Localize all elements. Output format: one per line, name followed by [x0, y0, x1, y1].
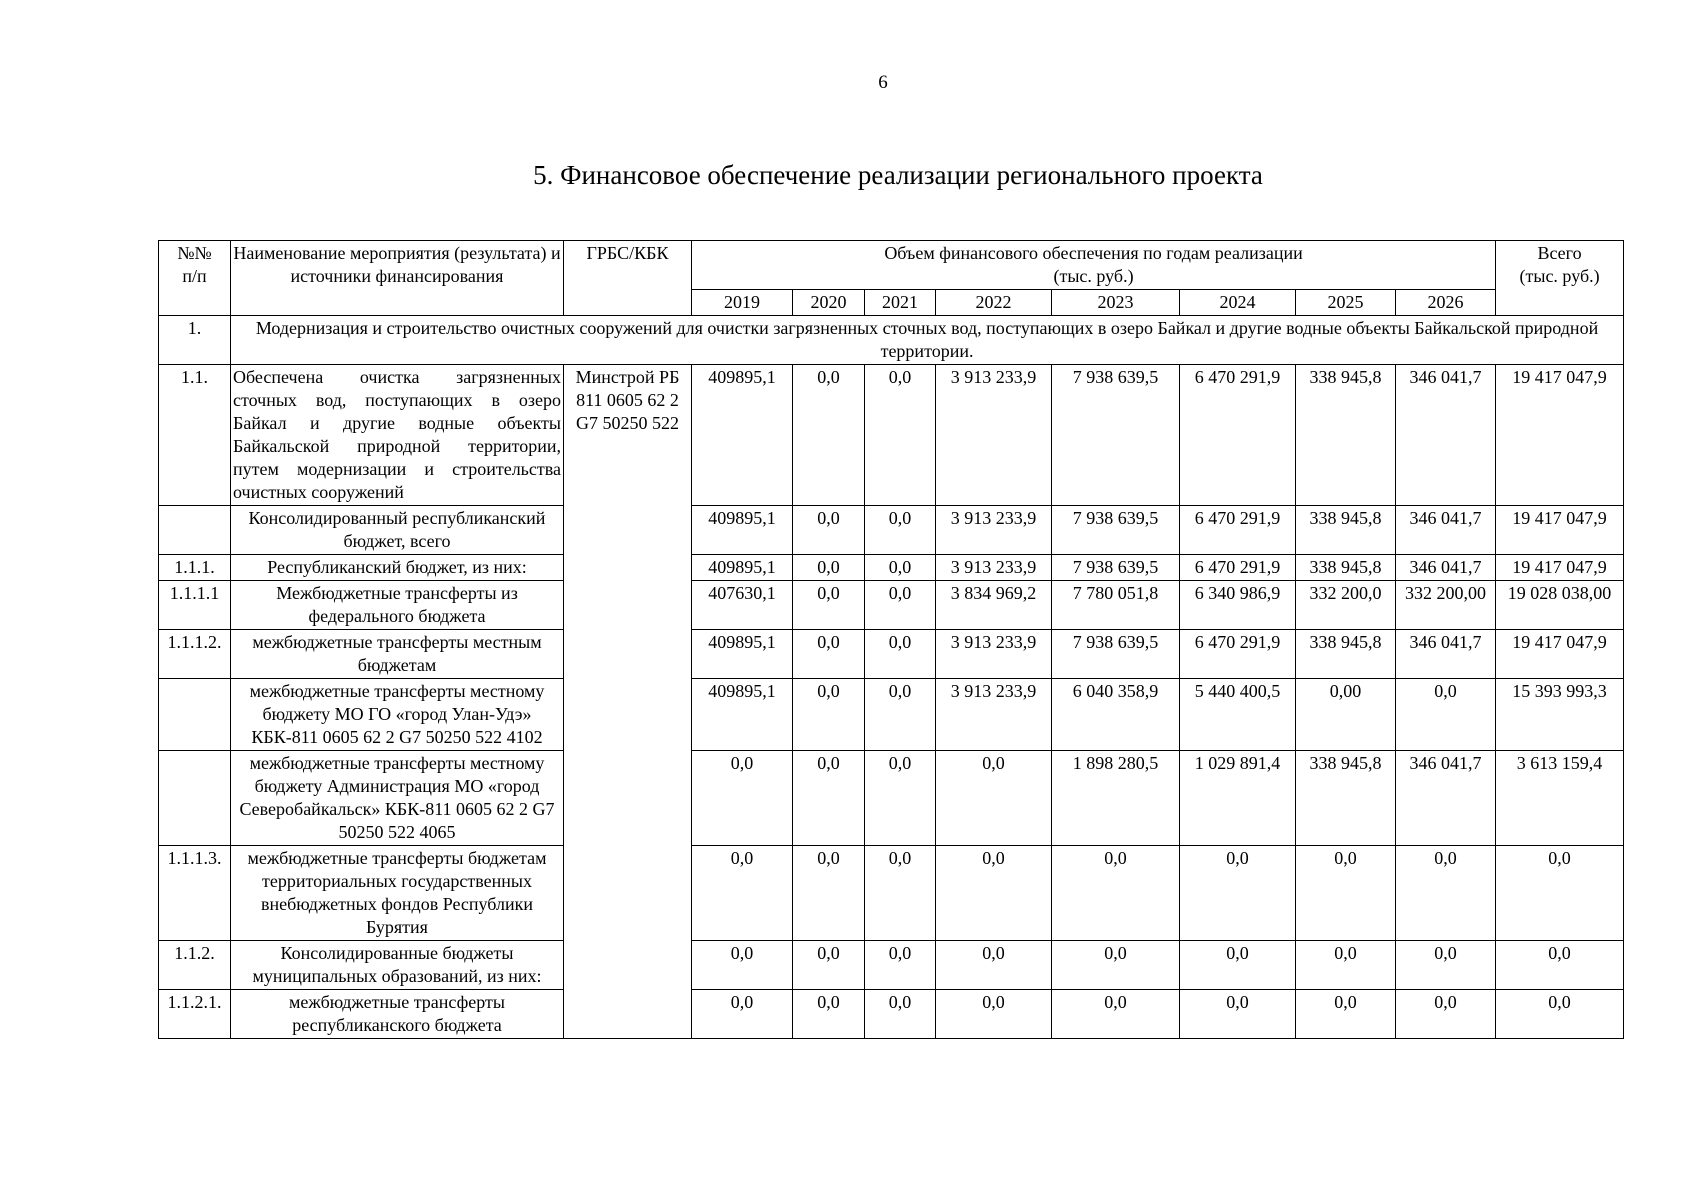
cell-value: 0,0 [793, 941, 865, 990]
cell-value: 0,0 [1180, 990, 1296, 1039]
cell-value: 6 040 358,9 [1052, 679, 1180, 751]
cell-value: 0,0 [936, 990, 1052, 1039]
cell-value: 409895,1 [692, 506, 793, 555]
cell-value: 5 440 400,5 [1180, 679, 1296, 751]
cell-total: 0,0 [1496, 941, 1624, 990]
cell-value: 0,0 [692, 751, 793, 846]
cell-value: 6 470 291,9 [1180, 630, 1296, 679]
table-row [159, 555, 1624, 581]
cell-total: 19 417 047,9 [1496, 365, 1624, 506]
financing-table [158, 240, 1624, 1039]
cell-value: 0,0 [793, 506, 865, 555]
table-row [159, 846, 1624, 941]
cell-value: 0,00 [1296, 679, 1396, 751]
cell-value: 346 041,7 [1396, 555, 1496, 581]
cell-value: 346 041,7 [1396, 365, 1496, 506]
cell-value: 0,0 [865, 846, 936, 941]
cell-value: 0,0 [793, 846, 865, 941]
cell-value: 409895,1 [692, 679, 793, 751]
table-row [159, 751, 1624, 846]
row-name: Обеспечена очистка загрязненных сточных вод, поступающих в озеро Байкал и другие водные объекты Байкальской природной территории, путем модернизации и строительства очистных сооружений [231, 365, 564, 506]
cell-value: 7 938 639,5 [1052, 365, 1180, 506]
table-row [159, 581, 1624, 630]
cell-value: 338 945,8 [1296, 555, 1396, 581]
row-num [159, 751, 231, 846]
cell-value: 0,0 [1396, 846, 1496, 941]
cell-value: 0,0 [793, 751, 865, 846]
cell-value: 3 913 233,9 [936, 365, 1052, 506]
header-year: 2026 [1396, 290, 1496, 316]
cell-value: 338 945,8 [1296, 630, 1396, 679]
row-name: Межбюджетные трансферты из федерального бюджета [231, 581, 564, 630]
cell-value: 3 913 233,9 [936, 555, 1052, 581]
row-name: межбюджетные трансферты бюджетам территориальных государственных внебюджетных фондов Республики Бурятия [231, 846, 564, 941]
cell-value: 0,0 [1296, 990, 1396, 1039]
cell-value: 0,0 [793, 555, 865, 581]
cell-value: 0,0 [865, 941, 936, 990]
row-name: межбюджетные трансферты местным бюджетам [231, 630, 564, 679]
cell-total: 19 417 047,9 [1496, 555, 1624, 581]
header-volume: Объем финансового обеспечения по годам реализации (тыс. руб.) [692, 241, 1496, 290]
cell-value: 0,0 [793, 990, 865, 1039]
cell-value: 7 938 639,5 [1052, 506, 1180, 555]
cell-value: 0,0 [865, 751, 936, 846]
header-year: 2019 [692, 290, 793, 316]
row-num: 1.1. [159, 365, 231, 506]
document-title: 5. Финансовое обеспечение реализации регионального проекта [533, 160, 1263, 190]
row-num [159, 506, 231, 555]
cell-value: 0,0 [865, 630, 936, 679]
cell-value: 0,0 [1296, 941, 1396, 990]
section-num: 1. [159, 316, 231, 365]
header-year: 2021 [865, 290, 936, 316]
cell-value: 332 200,00 [1396, 581, 1496, 630]
cell-value: 346 041,7 [1396, 506, 1496, 555]
header-year: 2022 [936, 290, 1052, 316]
cell-value: 0,0 [936, 941, 1052, 990]
cell-value: 3 913 233,9 [936, 679, 1052, 751]
cell-value: 0,0 [1052, 990, 1180, 1039]
table-row [159, 941, 1624, 990]
cell-value: 3 834 969,2 [936, 581, 1052, 630]
cell-value: 0,0 [1052, 941, 1180, 990]
cell-value: 7 938 639,5 [1052, 630, 1180, 679]
table-row [159, 506, 1624, 555]
section-title: Модернизация и строительство очистных сооружений для очистки загрязненных сточных вод, поступающих в озеро Байкал и другие водные объекты Байкальской природной территории. [231, 316, 1624, 365]
cell-value: 346 041,7 [1396, 630, 1496, 679]
cell-value: 0,0 [1180, 846, 1296, 941]
cell-total: 15 393 993,3 [1496, 679, 1624, 751]
cell-total: 19 417 047,9 [1496, 630, 1624, 679]
cell-value: 0,0 [692, 941, 793, 990]
table-row [159, 990, 1624, 1039]
row-num: 1.1.2. [159, 941, 231, 990]
cell-value: 0,0 [793, 581, 865, 630]
grbs-kbk-cell: Минстрой РБ 811 0605 62 2 G7 50250 522 [564, 365, 692, 1039]
table-row [159, 365, 1624, 506]
cell-value: 346 041,7 [1396, 751, 1496, 846]
cell-value: 0,0 [936, 846, 1052, 941]
cell-value: 3 913 233,9 [936, 506, 1052, 555]
cell-value: 407630,1 [692, 581, 793, 630]
cell-value: 0,0 [793, 630, 865, 679]
cell-total: 0,0 [1496, 990, 1624, 1039]
cell-value: 409895,1 [692, 630, 793, 679]
cell-value: 7 780 051,8 [1052, 581, 1180, 630]
cell-value: 0,0 [865, 679, 936, 751]
header-total: Всего (тыс. руб.) [1496, 241, 1624, 316]
cell-value: 6 470 291,9 [1180, 506, 1296, 555]
cell-value: 332 200,0 [1296, 581, 1396, 630]
cell-value: 0,0 [793, 679, 865, 751]
table-row [159, 679, 1624, 751]
row-name: Республиканский бюджет, из них: [231, 555, 564, 581]
cell-total: 3 613 159,4 [1496, 751, 1624, 846]
section-row [159, 316, 1624, 365]
cell-value: 0,0 [692, 990, 793, 1039]
row-name: межбюджетные трансферты местному бюджету МО ГО «город Улан-Удэ» КБК-811 0605 62 2 G7 50250 522 4102 [231, 679, 564, 751]
header-year: 2020 [793, 290, 865, 316]
row-num: 1.1.2.1. [159, 990, 231, 1039]
cell-value: 0,0 [1396, 679, 1496, 751]
row-num: 1.1.1.1 [159, 581, 231, 630]
row-name: Консолидированные бюджеты муниципальных образований, из них: [231, 941, 564, 990]
table-row [159, 630, 1624, 679]
cell-value: 6 340 986,9 [1180, 581, 1296, 630]
row-num: 1.1.1. [159, 555, 231, 581]
cell-value: 0,0 [865, 365, 936, 506]
cell-value: 7 938 639,5 [1052, 555, 1180, 581]
cell-value: 338 945,8 [1296, 506, 1396, 555]
header-year: 2025 [1296, 290, 1396, 316]
cell-value: 0,0 [793, 365, 865, 506]
cell-value: 0,0 [1180, 941, 1296, 990]
cell-value: 0,0 [865, 990, 936, 1039]
row-num [159, 679, 231, 751]
row-name: Консолидированный республиканский бюджет, всего [231, 506, 564, 555]
cell-value: 1 898 280,5 [1052, 751, 1180, 846]
row-num: 1.1.1.2. [159, 630, 231, 679]
cell-value: 0,0 [1296, 846, 1396, 941]
cell-value: 0,0 [1396, 941, 1496, 990]
cell-total: 19 417 047,9 [1496, 506, 1624, 555]
header-grbs: ГРБС/КБК [564, 241, 692, 316]
cell-total: 0,0 [1496, 846, 1624, 941]
header-year: 2024 [1180, 290, 1296, 316]
cell-value: 3 913 233,9 [936, 630, 1052, 679]
cell-value: 338 945,8 [1296, 365, 1396, 506]
cell-value: 0,0 [865, 581, 936, 630]
cell-value: 6 470 291,9 [1180, 555, 1296, 581]
cell-total: 19 028 038,00 [1496, 581, 1624, 630]
cell-value: 409895,1 [692, 555, 793, 581]
cell-value: 0,0 [692, 846, 793, 941]
cell-value: 0,0 [1052, 846, 1180, 941]
header-name: Наименование мероприятия (результата) и источники финансирования [231, 241, 564, 316]
header-year: 2023 [1052, 290, 1180, 316]
cell-value: 6 470 291,9 [1180, 365, 1296, 506]
header-num: №№ п/п [159, 241, 231, 316]
cell-value: 0,0 [936, 751, 1052, 846]
cell-value: 0,0 [1396, 990, 1496, 1039]
row-name: межбюджетные трансферты республиканского бюджета [231, 990, 564, 1039]
cell-value: 0,0 [865, 555, 936, 581]
cell-value: 409895,1 [692, 365, 793, 506]
cell-value: 0,0 [865, 506, 936, 555]
cell-value: 338 945,8 [1296, 751, 1396, 846]
row-name: межбюджетные трансферты местному бюджету Администрация МО «город Северобайкальск» КБК-811 0605 62 2 G7 50250 522 4065 [231, 751, 564, 846]
cell-value: 1 029 891,4 [1180, 751, 1296, 846]
page-number: 6 [878, 72, 888, 93]
row-num: 1.1.1.3. [159, 846, 231, 941]
